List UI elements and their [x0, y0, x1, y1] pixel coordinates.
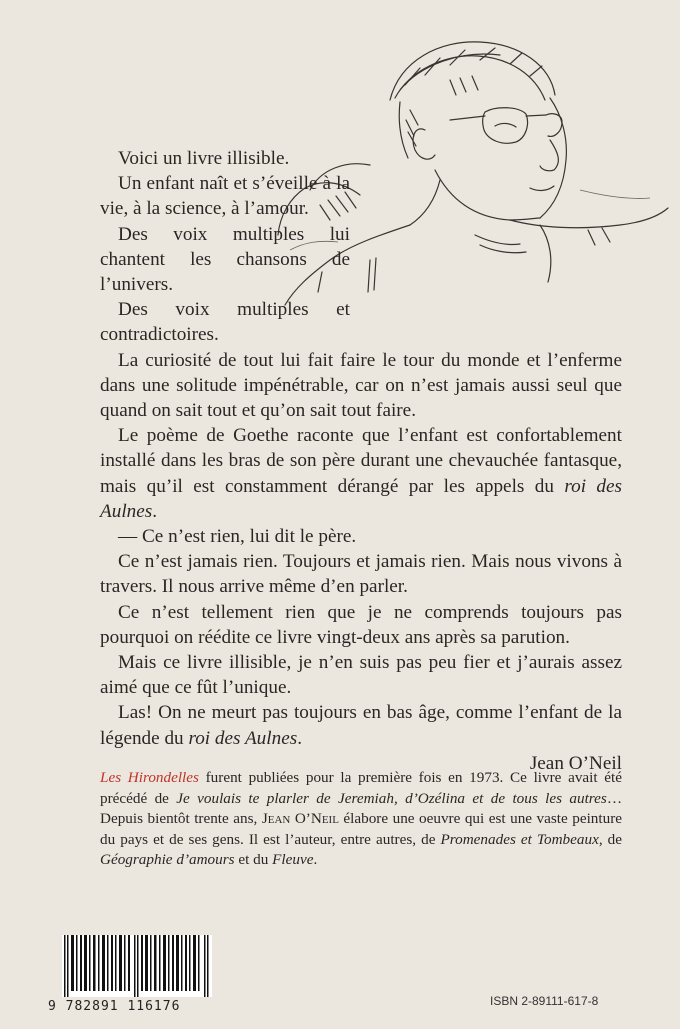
- author-name: Jean O’Neil: [261, 810, 339, 827]
- blurb-paragraph-las: [100, 700, 622, 750]
- about-text-1: furent publiées pour la première fois en 1973. Ce livre avait été précédé de: [100, 769, 622, 807]
- goethe-title: roi des Aulnes: [100, 475, 622, 522]
- book-title-fleuve: Fleuve: [272, 851, 314, 868]
- blurb-line-4: Des voix multiples et contradictoires.: [100, 299, 350, 346]
- goethe-end: .: [152, 500, 158, 522]
- about-text-2: … Depuis bientôt trente ans,: [100, 789, 622, 827]
- about-paragraph: [100, 768, 622, 871]
- back-cover-blurb: [100, 146, 622, 776]
- blurb-paragraph-pere: — Ce n’est rien, lui dit le père.: [118, 526, 357, 548]
- goethe-text: Le poème de Goethe raconte que l’enfant est confortablement installé dans les bras de son père durant une chevauchée fantasque, mais qu’il est constamment dérangé par les appels du: [100, 425, 622, 497]
- las-text: Las! On ne meurt pas toujours en bas âge, comme l’enfant de la légende du: [100, 702, 622, 749]
- isbn-number: ISBN 2-89111-617-8: [490, 994, 599, 1008]
- barcode-bars: [62, 935, 212, 997]
- blurb-paragraph-fier: Mais ce livre illisible, je n’en suis pas peu fier et j’aurais assez aimé que ce fût l’unique.: [100, 652, 622, 699]
- about-text: [100, 768, 622, 871]
- blurb-line-1: Voici un livre illisible.: [118, 148, 290, 169]
- blurb-signature: Jean O’Neil: [529, 752, 622, 774]
- blurb-paragraph-curiosite: La curiosité de tout lui fait faire le tour du monde et l’enferme dans une solitude impénétrable, car on n’est jamais aussi seul que quand on sait tout et qu’on sait tout faire.: [100, 349, 622, 422]
- blurb-line-2: Un enfant naît et s’éveille à la vie, à la science, à l’amour.: [100, 173, 350, 220]
- book-title-hirondelles: Les Hirondelles: [100, 769, 199, 786]
- book-title-geographie: Géographie d’amours: [100, 851, 235, 868]
- about-text-5: et du: [234, 851, 273, 868]
- book-title-jeremiah: Je voulais te plarler de Jeremiah, d’Ozélina et de tous les autres: [176, 789, 607, 807]
- about-text-4: , de: [598, 830, 622, 848]
- las-end: .: [297, 727, 302, 749]
- book-title-promenades: Promenades et Tombeaux: [440, 830, 599, 848]
- about-text-3: élabore une oeuvre qui est une vaste peinture du pays et de ses gens. Il est l’auteur, entre autres, de: [100, 810, 622, 848]
- blurb-paragraph-tellement: Ce n’est tellement rien que je ne comprends toujours pas pourquoi on réédite ce livre vingt-deux ans après sa parution.: [100, 601, 622, 648]
- blurb-paragraph-goethe: [100, 423, 622, 524]
- blurb-line-3: Des voix multiples lui chantent les chansons de l’univers.: [100, 223, 350, 296]
- barcode-digits: 9 782891 116176: [48, 999, 181, 1014]
- barcode: [40, 935, 220, 1015]
- las-title: roi des Aulnes: [188, 727, 298, 749]
- about-text-6: .: [313, 851, 318, 868]
- blurb-paragraph-jamais: Ce n’est jamais rien. Toujours et jamais rien. Mais nous vivons à travers. Il nous arrive même d’en parler.: [100, 551, 622, 598]
